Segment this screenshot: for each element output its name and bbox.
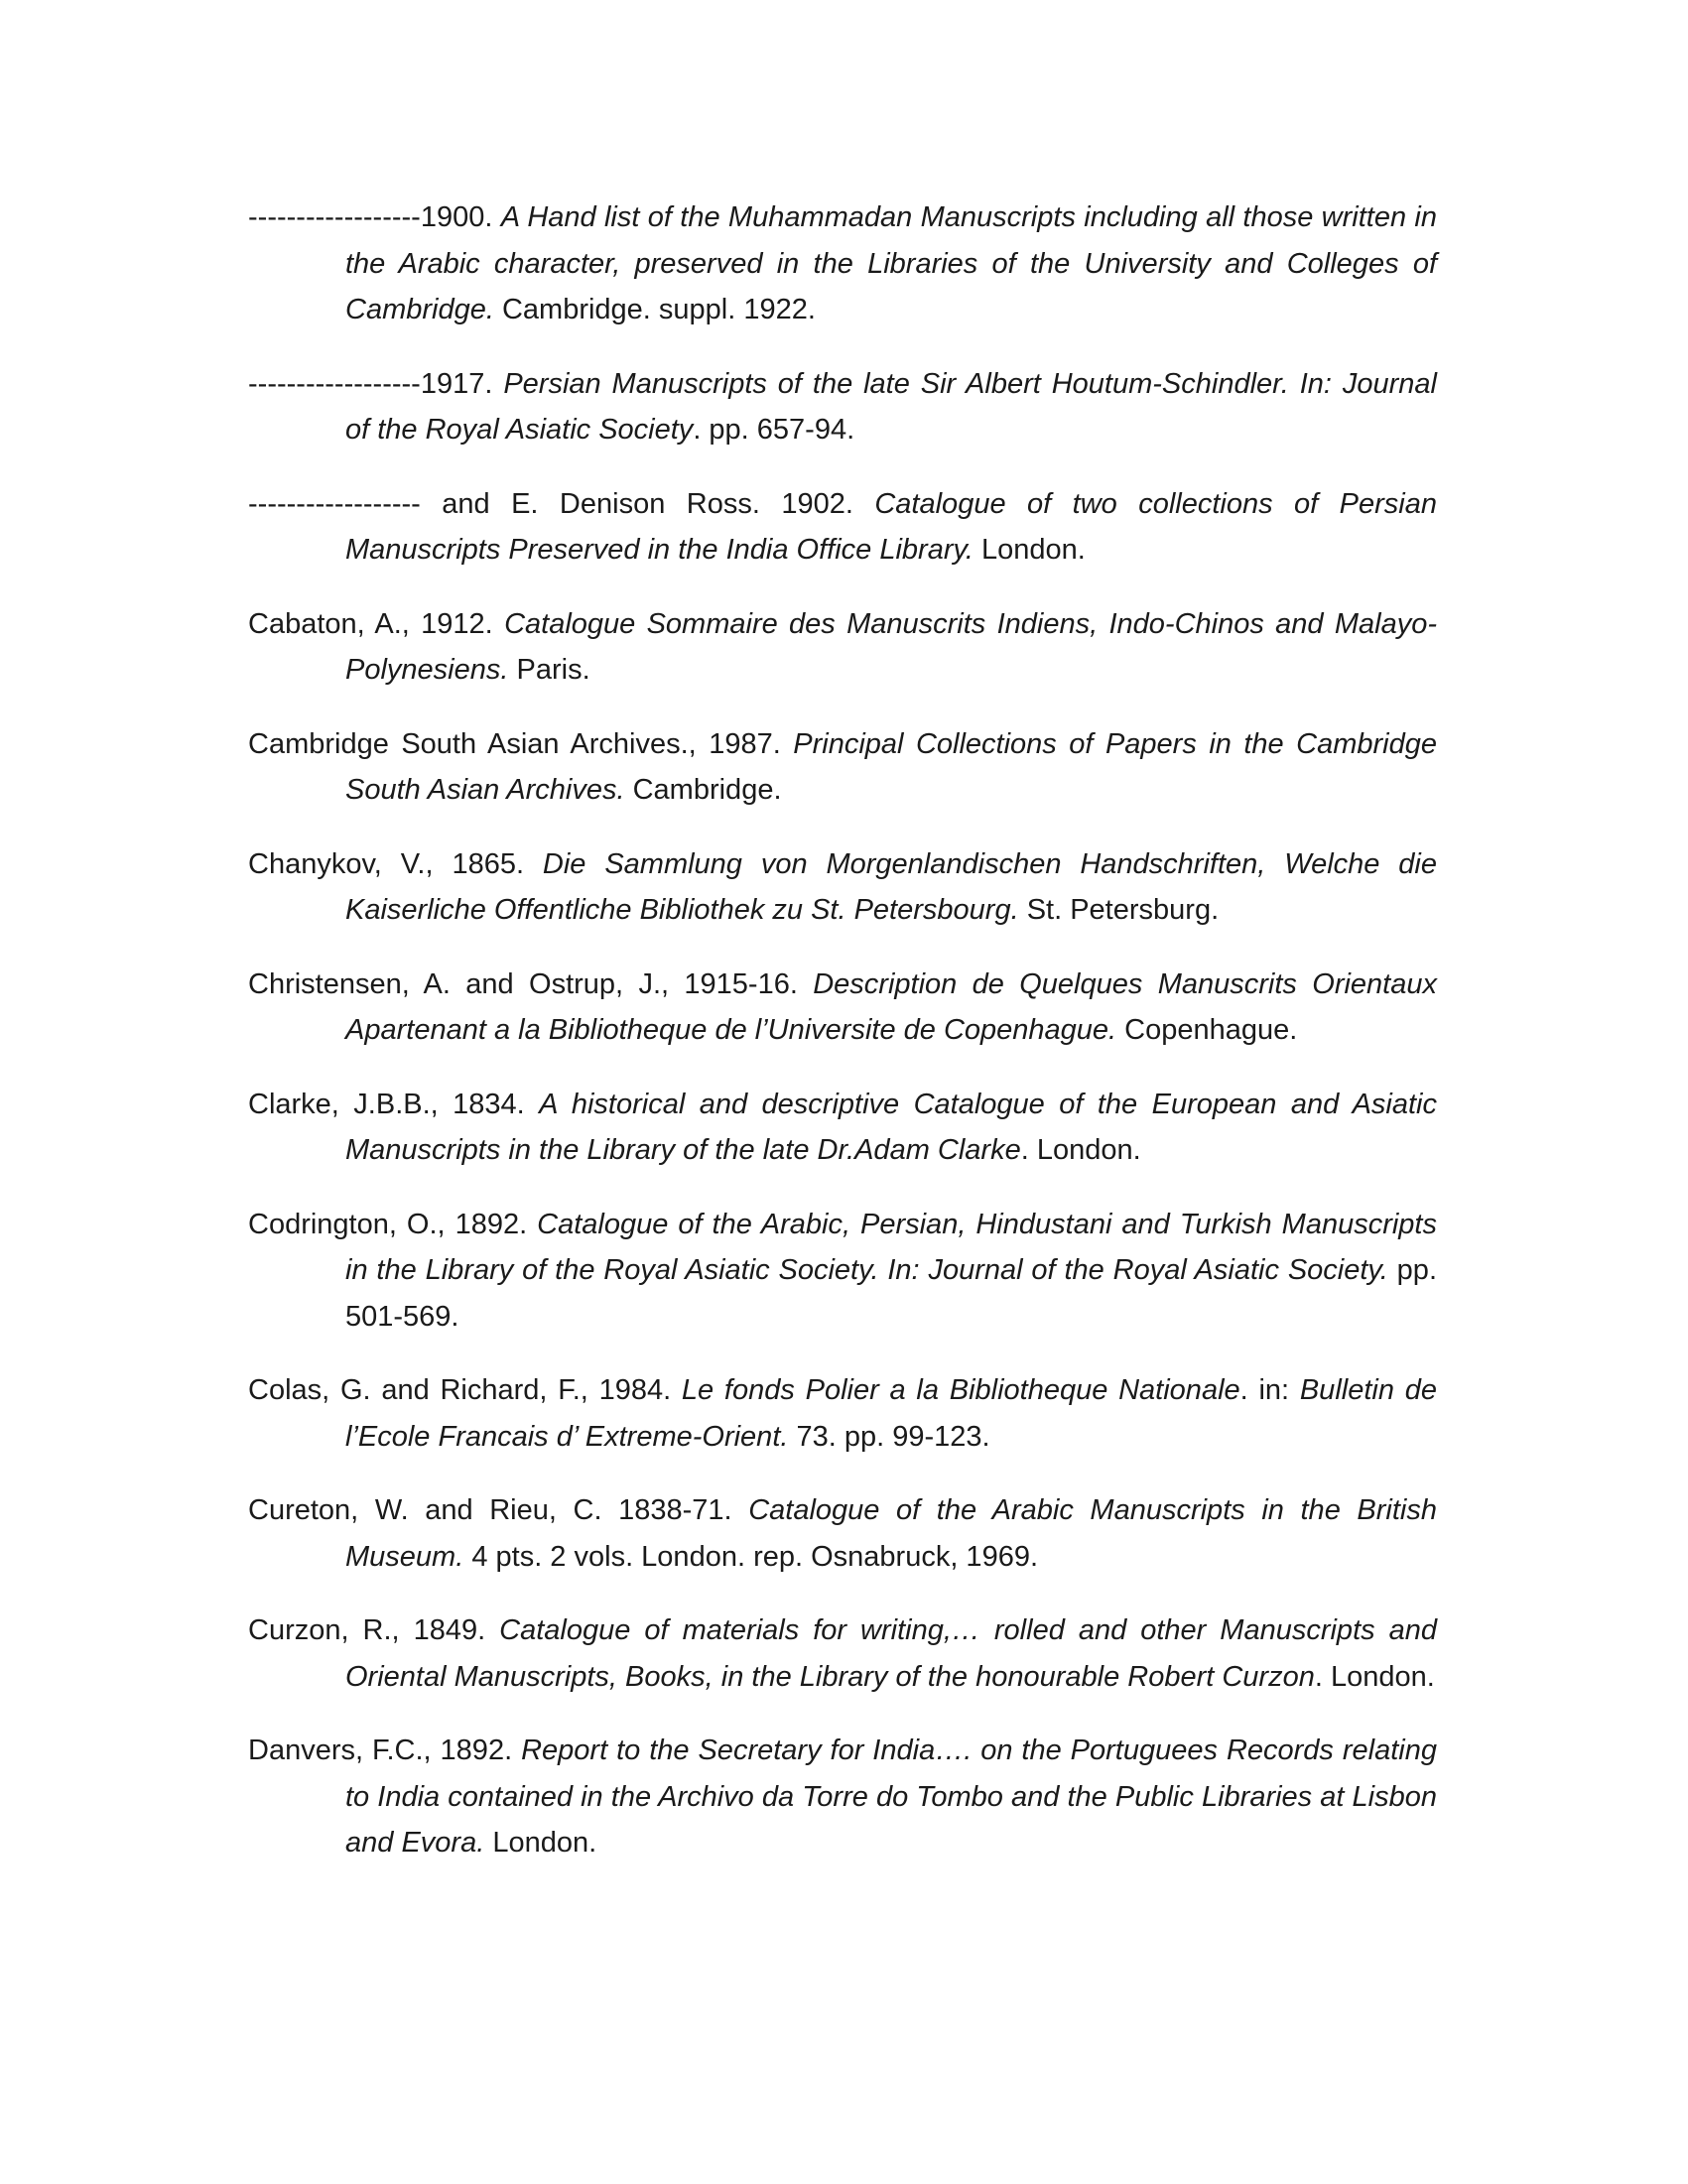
bibliography-entry xyxy=(248,361,1437,453)
bibliography-entry xyxy=(248,841,1437,934)
entry-text: Paris. xyxy=(508,654,590,686)
entry-text: Christensen, A. and Ostrup, J., 1915-16. xyxy=(248,967,814,1000)
bibliography-entry xyxy=(248,1728,1437,1866)
entry-text: . London. xyxy=(1020,1134,1141,1166)
bibliography-entry xyxy=(248,481,1437,574)
bibliography-entry xyxy=(248,721,1437,814)
entry-title-text: Description de Quelques Manuscrits Orientaux Apartenant a la Bibliotheque de l’Universite de Copenhague. xyxy=(345,967,1437,1046)
entry-text: pp. 501-569. xyxy=(345,1254,1437,1333)
entry-text: Danvers, F.C., 1892. xyxy=(248,1734,522,1766)
entry-text: Cambridge. suppl. 1922. xyxy=(493,294,816,325)
entry-title-text: Catalogue Sommaire des Manuscrits Indiens, Indo-Chinos and Malayo-Polynesiens. xyxy=(345,607,1437,686)
entry-text: . pp. 657-94. xyxy=(693,414,855,446)
bibliography-entry xyxy=(248,601,1437,694)
entry-text: . in: xyxy=(1239,1374,1300,1406)
bibliography-entry xyxy=(248,1367,1437,1460)
bibliography-entry xyxy=(248,194,1437,333)
bibliography-entry xyxy=(248,1202,1437,1341)
entry-text: St. Petersburg. xyxy=(1018,894,1220,926)
entry-title-text: A historical and descriptive Catalogue of the European and Asiatic Manuscripts in the Library of the late Dr.Adam Clarke xyxy=(345,1088,1437,1166)
entry-title-text: Le fonds Polier a la Bibliotheque Nationale xyxy=(681,1374,1240,1406)
bibliography-page xyxy=(248,194,1437,1894)
entry-text: ------------------ and E. Denison Ross. 1902. xyxy=(248,487,875,520)
bibliography-entry xyxy=(248,1082,1437,1174)
entry-title-text: Principal Collections of Papers in the Cambridge South Asian Archives. xyxy=(345,727,1438,806)
entry-title-text: A Hand list of the Muhammadan Manuscripts including all those written in the Arabic character, preserved in the Libraries of the University and Colleges of Cambridge. xyxy=(345,201,1437,325)
entry-text: Curzon, R., 1849. xyxy=(248,1614,500,1646)
bibliography-entry xyxy=(248,962,1437,1054)
entry-text: London. xyxy=(484,1827,597,1859)
entry-text: Chanykov, V., 1865. xyxy=(248,847,543,880)
bibliography-entry xyxy=(248,1607,1437,1700)
entry-title-text: Die Sammlung von Morgenlandischen Handschriften, Welche die Kaiserliche Offentliche Bibliothek zu St. Petersbourg. xyxy=(345,847,1437,926)
entry-title-text: Catalogue of the Arabic, Persian, Hindustani and Turkish Manuscripts in the Library of the Royal Asiatic Society. In: Journal of the Royal Asiatic Society. xyxy=(345,1208,1437,1286)
entry-title-text: Persian Manuscripts of the late Sir Albert Houtum-Schindler. In: Journal of the Royal Asiatic Society xyxy=(345,367,1437,446)
entry-title-text: Report to the Secretary for India…. on the Portuguees Records relating to India contained in the Archivo da Torre do Tombo and the Public Libraries at Lisbon and Evora. xyxy=(345,1734,1437,1859)
entry-text: ------------------1917. xyxy=(248,367,504,400)
entry-text: London. xyxy=(973,534,1086,566)
entry-text: Clarke, J.B.B., 1834. xyxy=(248,1088,540,1120)
entry-text: ------------------1900. xyxy=(248,201,501,233)
entry-text: Copenhague. xyxy=(1116,1014,1298,1046)
entry-title-text: Catalogue of materials for writing,… rolled and other Manuscripts and Oriental Manuscripts, Books, in the Library of the honourable Robert Curzon xyxy=(345,1614,1438,1693)
entry-title-text: Catalogue of the Arabic Manuscripts in the British Museum. xyxy=(345,1494,1437,1573)
entry-text: Colas, G. and Richard, F., 1984. xyxy=(248,1374,682,1406)
entry-title-text: Bulletin de l’Ecole Francais d’ Extreme-Orient. xyxy=(345,1374,1437,1453)
entry-text: Cambridge. xyxy=(624,774,782,806)
bibliography-entry xyxy=(248,1487,1437,1580)
entry-text: . London. xyxy=(1314,1660,1435,1693)
entry-text: Cureton, W. and Rieu, C. 1838-71. xyxy=(248,1494,749,1526)
entry-text: Cabaton, A., 1912. xyxy=(248,607,505,640)
entry-text: Cambridge South Asian Archives., 1987. xyxy=(248,727,794,760)
entry-text: 73. pp. 99-123. xyxy=(788,1420,990,1453)
bibliography-list xyxy=(248,194,1437,1866)
entry-text: Codrington, O., 1892. xyxy=(248,1208,538,1240)
entry-text: 4 pts. 2 vols. London. rep. Osnabruck, 1969. xyxy=(463,1540,1039,1573)
entry-title-text: Catalogue of two collections of Persian Manuscripts Preserved in the India Office Library. xyxy=(345,487,1437,566)
